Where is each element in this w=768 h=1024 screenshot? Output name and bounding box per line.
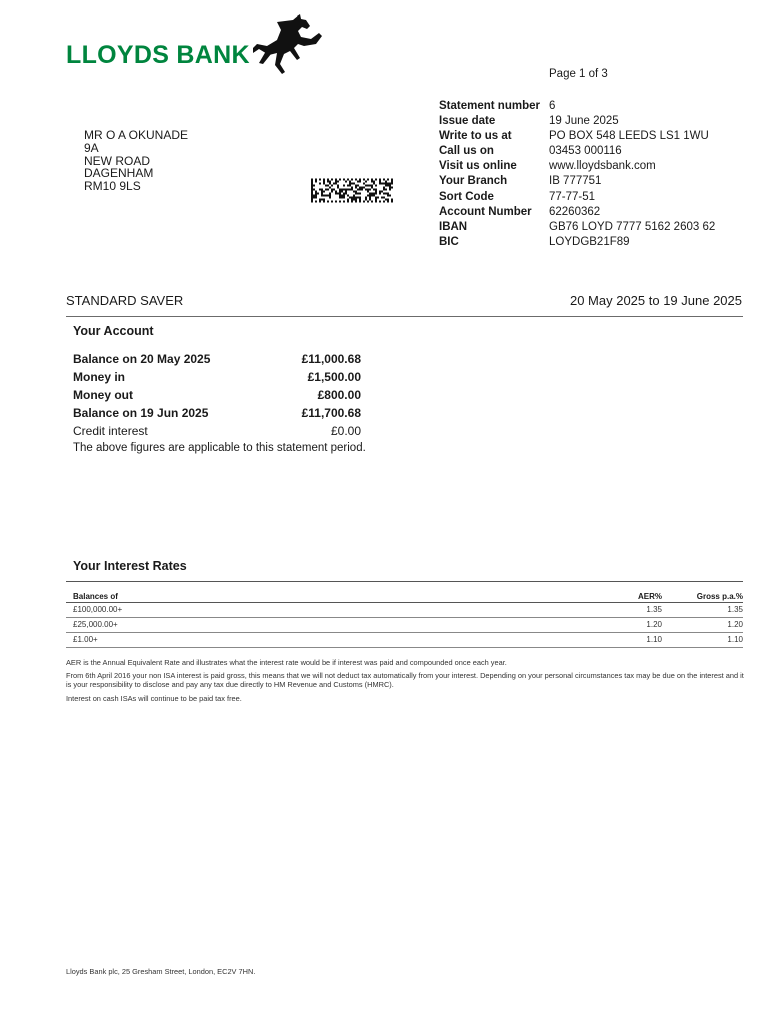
- rates-heading: Your Interest Rates: [73, 559, 187, 573]
- summary-label: Balance on 20 May 2025: [73, 352, 211, 366]
- table-cell: £100,000.00+: [66, 603, 565, 618]
- summary-value: £11,000.68: [301, 352, 361, 366]
- section-divider: [66, 316, 743, 317]
- detail-value: PO BOX 548 LEEDS LS1 1WU: [549, 130, 709, 143]
- mail-barcode: [311, 178, 394, 203]
- summary-label: Money in: [73, 370, 126, 384]
- detail-value: 6: [549, 100, 556, 112]
- table-row: [66, 618, 743, 633]
- summary-row: [73, 386, 361, 404]
- page-number: Page 1 of 3: [549, 68, 608, 80]
- detail-label: Issue date: [439, 115, 496, 128]
- table-row: [66, 633, 743, 648]
- summary-value: £11,700.68: [301, 406, 361, 420]
- summary-label: Balance on 19 Jun 2025: [73, 406, 209, 420]
- table-cell: 1.10: [565, 633, 662, 648]
- address-line: NEW ROAD: [84, 153, 150, 168]
- detail-label: IBAN: [439, 220, 468, 233]
- summary-row: [73, 422, 361, 440]
- detail-label: BIC: [439, 235, 459, 248]
- detail-value: 77-77-51: [549, 190, 596, 203]
- column-header: Gross p.a.%: [662, 582, 743, 603]
- summary-row: [73, 350, 361, 368]
- table-cell: 1.35: [662, 603, 743, 618]
- detail-label: Sort Code: [439, 190, 494, 203]
- isa-note: Interest on cash ISAs will continue to be paid tax free.: [66, 694, 242, 703]
- detail-label: Call us on: [439, 145, 494, 158]
- rates-table: [66, 581, 743, 648]
- detail-value: 62260362: [549, 205, 601, 218]
- detail-value: IB 777751: [549, 175, 602, 188]
- table-cell: £1.00+: [66, 633, 565, 648]
- table-row: [66, 603, 743, 618]
- bank-logo-text: LLOYDS BANK: [66, 41, 250, 69]
- aer-note: AER is the Annual Equivalent Rate and illustrates what the interest rate would be if interest was paid and compounded once each year.: [66, 658, 507, 667]
- column-header: Balances of: [66, 582, 565, 603]
- address-line: RM10 9LS: [84, 179, 141, 194]
- customer-address: [84, 129, 188, 193]
- detail-label: Visit us online: [439, 160, 517, 173]
- detail-label: Account Number: [439, 205, 532, 218]
- summary-value: £1,500.00: [307, 370, 361, 384]
- tax-note: From 6th April 2016 your non ISA interest is paid gross, this means that we will not deduct tax automatically from your interest. Depending on your personal circumstances tax may be due on the interest and it is your responsibility to disclose and pay any tax due directly to HM Revenue and Customs (HMRC).: [66, 671, 744, 689]
- table-cell: 1.20: [662, 618, 743, 633]
- summary-row: [73, 368, 361, 386]
- column-header: AER%: [565, 582, 662, 603]
- table-cell: 1.35: [565, 603, 662, 618]
- address-line: MR O A OKUNADE: [84, 128, 189, 142]
- account-summary: [73, 350, 361, 440]
- footer-address: Lloyds Bank plc, 25 Gresham Street, London, EC2V 7HN.: [66, 967, 256, 976]
- summary-label: Credit interest: [73, 424, 148, 438]
- detail-value: 03453 000116: [549, 145, 622, 158]
- detail-label: Write to us at: [439, 130, 512, 143]
- period-note: The above figures are applicable to this statement period.: [73, 442, 366, 454]
- detail-value: LOYDGB21F89: [549, 235, 630, 248]
- detail-label: Your Branch: [439, 175, 508, 188]
- table-cell: 1.10: [662, 633, 743, 648]
- summary-row: [73, 404, 361, 422]
- table-cell: £25,000.00+: [66, 618, 565, 633]
- address-line: DAGENHAM: [84, 166, 154, 181]
- detail-value: GB76 LOYD 7777 5162 2603 62: [549, 220, 716, 233]
- statement-period: 20 May 2025 to 19 June 2025: [569, 293, 742, 308]
- summary-value: £800.00: [317, 388, 361, 402]
- summary-label: Money out: [73, 388, 133, 402]
- product-name: STANDARD SAVER: [66, 293, 184, 308]
- table-cell: 1.20: [565, 618, 662, 633]
- summary-value: £0.00: [330, 424, 361, 438]
- table-header-row: [66, 582, 743, 603]
- address-line: 9A: [84, 140, 99, 155]
- detail-value[interactable]: www.lloydsbank.com: [549, 160, 656, 173]
- detail-label: Statement number: [439, 100, 540, 112]
- detail-value: 19 June 2025: [549, 115, 619, 128]
- black-horse-logo-icon: [253, 14, 325, 78]
- account-heading: Your Account: [73, 324, 154, 338]
